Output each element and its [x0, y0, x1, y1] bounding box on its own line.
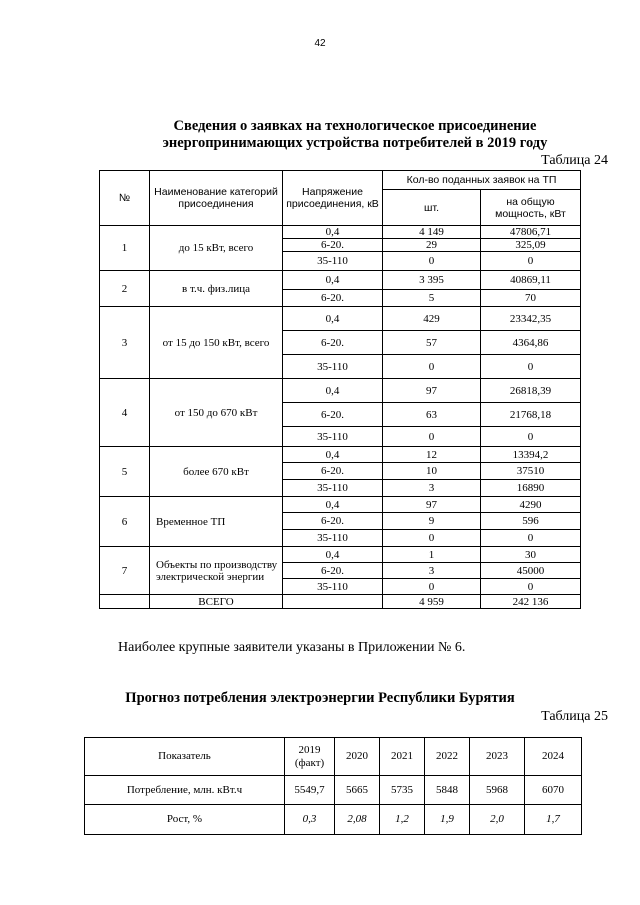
header-category: Наименование категорий присоединения: [150, 171, 283, 226]
category-name: Временное ТП: [150, 497, 283, 547]
pcs-cell: 0: [383, 252, 481, 271]
voltage-cell: 6-20.: [283, 563, 383, 579]
table-row: [100, 447, 581, 463]
header-indicator: Показатель: [85, 738, 285, 776]
header-pcs: шт.: [383, 190, 481, 226]
table-row: [100, 271, 581, 290]
power-cell: 0: [481, 530, 581, 547]
table24-body: [100, 226, 581, 609]
total-label: ВСЕГО: [150, 595, 283, 609]
voltage-cell: 35-110: [283, 530, 383, 547]
table24-title: [100, 118, 610, 152]
pcs-cell: 63: [383, 403, 481, 427]
pcs-cell: 9: [383, 513, 481, 530]
header-num: №: [100, 171, 150, 226]
year-header: 2024: [525, 738, 582, 776]
pcs-cell: 29: [383, 239, 481, 252]
value-cell: 5968: [470, 776, 525, 805]
voltage-cell: 35-110: [283, 355, 383, 379]
pcs-cell: 3: [383, 480, 481, 497]
pcs-cell: 429: [383, 307, 481, 331]
table25-body: [85, 776, 582, 835]
category-name: от 150 до 670 кВт: [150, 379, 283, 447]
table24-title-line2: энергопринимающих устройства потребителей в 2019 году: [162, 135, 548, 151]
power-cell: 0: [481, 427, 581, 447]
value-cell: 5735: [380, 776, 425, 805]
value-cell: 1,9: [425, 805, 470, 835]
voltage-cell: 0,4: [283, 379, 383, 403]
total-empty-cell: [100, 595, 150, 609]
voltage-cell: 35-110: [283, 427, 383, 447]
power-cell: 26818,39: [481, 379, 581, 403]
total-voltage-empty: [283, 595, 383, 609]
table-row: [85, 776, 582, 805]
value-cell: 5549,7: [285, 776, 335, 805]
voltage-cell: 6-20.: [283, 239, 383, 252]
row-number: 4: [100, 379, 150, 447]
voltage-cell: 35-110: [283, 579, 383, 595]
header-count-group: Кол-во поданных заявок на ТП: [383, 171, 581, 190]
table25: [84, 737, 582, 835]
total-power: 242 136: [481, 595, 581, 609]
voltage-cell: 0,4: [283, 547, 383, 563]
power-cell: 30: [481, 547, 581, 563]
voltage-cell: 6-20.: [283, 403, 383, 427]
footer-note: Наиболее крупные заявители указаны в Приложении № 6.: [118, 640, 466, 655]
power-cell: 0: [481, 355, 581, 379]
value-cell: 2,0: [470, 805, 525, 835]
pcs-cell: 97: [383, 497, 481, 513]
voltage-cell: 6-20.: [283, 513, 383, 530]
voltage-cell: 0,4: [283, 271, 383, 290]
table-row: [100, 307, 581, 331]
power-cell: 4290: [481, 497, 581, 513]
year-header: 2023: [470, 738, 525, 776]
category-name: до 15 кВт, всего: [150, 226, 283, 271]
pcs-cell: 4 149: [383, 226, 481, 239]
row-number: 2: [100, 271, 150, 307]
value-cell: 2,08: [335, 805, 380, 835]
year-header: 2019 (факт): [285, 738, 335, 776]
table-row: [100, 547, 581, 563]
table24: [99, 170, 581, 609]
pcs-cell: 0: [383, 427, 481, 447]
value-cell: 6070: [525, 776, 582, 805]
value-cell: 1,7: [525, 805, 582, 835]
pcs-cell: 0: [383, 355, 481, 379]
table25-label: Таблица 25: [541, 709, 608, 724]
indicator-label: Рост, %: [85, 805, 285, 835]
indicator-label: Потребление, млн. кВт.ч: [85, 776, 285, 805]
voltage-cell: 6-20.: [283, 290, 383, 307]
voltage-cell: 6-20.: [283, 331, 383, 355]
value-cell: 5665: [335, 776, 380, 805]
category-name: более 670 кВт: [150, 447, 283, 497]
power-cell: 325,09: [481, 239, 581, 252]
table25-title: Прогноз потребления электроэнергии Республики Бурятия: [125, 690, 515, 706]
power-cell: 40869,11: [481, 271, 581, 290]
value-cell: 0,3: [285, 805, 335, 835]
voltage-cell: 0,4: [283, 307, 383, 331]
pcs-cell: 97: [383, 379, 481, 403]
table-row: [100, 497, 581, 513]
voltage-cell: 35-110: [283, 480, 383, 497]
total-pcs: 4 959: [383, 595, 481, 609]
pcs-cell: 1: [383, 547, 481, 563]
row-number: 3: [100, 307, 150, 379]
category-name: Объекты по производству электрической энергии: [150, 547, 283, 595]
row-number: 6: [100, 497, 150, 547]
table-row: [100, 226, 581, 239]
pcs-cell: 57: [383, 331, 481, 355]
power-cell: 0: [481, 252, 581, 271]
power-cell: 21768,18: [481, 403, 581, 427]
pcs-cell: 5: [383, 290, 481, 307]
pcs-cell: 0: [383, 530, 481, 547]
table-row: [100, 379, 581, 403]
table24-title-line1: Сведения о заявках на технологическое присоединение: [173, 118, 537, 134]
year-header: 2021: [380, 738, 425, 776]
pcs-cell: 3: [383, 563, 481, 579]
header-voltage: Напряжение присоединения, кВ: [283, 171, 383, 226]
power-cell: 45000: [481, 563, 581, 579]
pcs-cell: 3 395: [383, 271, 481, 290]
row-number: 1: [100, 226, 150, 271]
year-header: 2020: [335, 738, 380, 776]
power-cell: 596: [481, 513, 581, 530]
power-cell: 4364,86: [481, 331, 581, 355]
voltage-cell: 0,4: [283, 447, 383, 463]
pcs-cell: 12: [383, 447, 481, 463]
total-row: [100, 595, 581, 609]
page-number: 42: [314, 38, 326, 49]
voltage-cell: 0,4: [283, 226, 383, 239]
category-name: в т.ч. физ.лица: [150, 271, 283, 307]
voltage-cell: 35-110: [283, 252, 383, 271]
table24-label: Таблица 24: [541, 153, 608, 168]
row-number: 7: [100, 547, 150, 595]
header-power: на общую мощность, кВт: [481, 190, 581, 226]
year-header: 2022: [425, 738, 470, 776]
power-cell: 37510: [481, 463, 581, 480]
power-cell: 16890: [481, 480, 581, 497]
pcs-cell: 10: [383, 463, 481, 480]
row-number: 5: [100, 447, 150, 497]
table-row: [85, 805, 582, 835]
value-cell: 5848: [425, 776, 470, 805]
power-cell: 13394,2: [481, 447, 581, 463]
power-cell: 23342,35: [481, 307, 581, 331]
pcs-cell: 0: [383, 579, 481, 595]
power-cell: 0: [481, 579, 581, 595]
power-cell: 70: [481, 290, 581, 307]
power-cell: 47806,71: [481, 226, 581, 239]
voltage-cell: 0,4: [283, 497, 383, 513]
value-cell: 1,2: [380, 805, 425, 835]
category-name: от 15 до 150 кВт, всего: [150, 307, 283, 379]
voltage-cell: 6-20.: [283, 463, 383, 480]
